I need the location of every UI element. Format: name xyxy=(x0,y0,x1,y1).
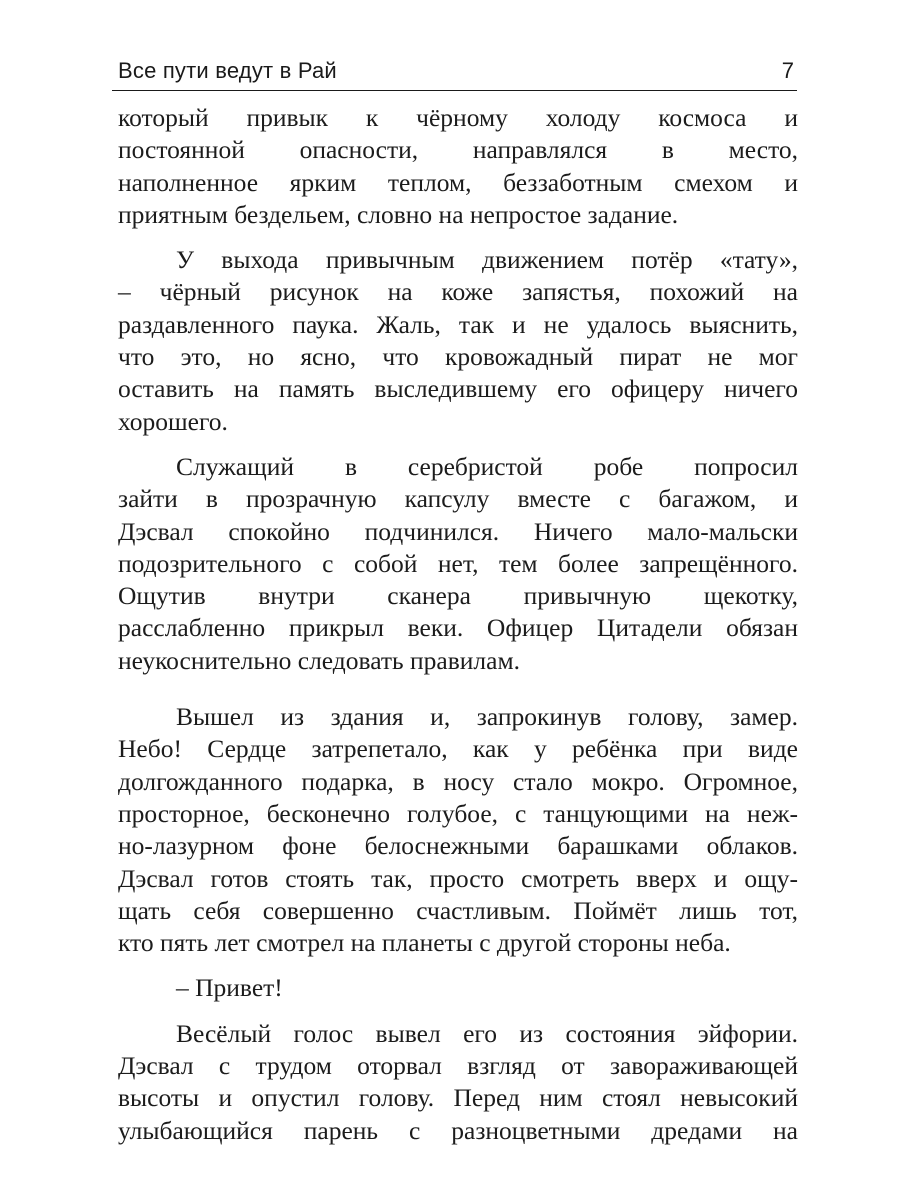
text-line: что это, но ясно, что кровожадный пират не мог xyxy=(118,342,798,372)
page-number: 7 xyxy=(781,58,794,83)
text-line: приятным бездельем, словно на непростое задание. xyxy=(118,199,679,229)
text-line: Дэсвал спокойно подчинился. Ничего мало-мальски xyxy=(118,516,798,546)
text-line: наполненное ярким теплом, беззаботным смехом и xyxy=(118,167,798,197)
text-line: высоты и опустил голову. Перед ним стоял невысокий xyxy=(118,1083,798,1113)
text-line: Ощутив внутри сканера привычную щекотку, xyxy=(118,581,798,611)
paragraph xyxy=(118,1018,798,1147)
text-line: Дэсвал с трудом оторвал взгляд от завораживающей xyxy=(118,1051,798,1081)
text-line: расслабленно прикрыл веки. Офицер Цитадели обязан xyxy=(118,613,798,643)
text-line: хорошего. xyxy=(118,406,228,436)
running-head xyxy=(118,52,794,92)
paragraph xyxy=(118,244,798,438)
header-rule xyxy=(112,90,797,91)
text-line: У выхода привычным движением потёр «тату», xyxy=(176,245,798,275)
book-title: Все пути ведут в Рай xyxy=(118,58,337,83)
text-line: раздавленного паука. Жаль, так и не удалось выяснить, xyxy=(118,309,798,339)
paragraph xyxy=(118,102,798,231)
paragraph xyxy=(118,972,798,1004)
paragraph xyxy=(118,701,798,959)
text-line: который привык к чёрному холоду космоса и xyxy=(118,103,798,132)
text-line: – чёрный рисунок на коже запястья, похожий на xyxy=(118,277,798,307)
text-line: но-лазурном фоне белоснежными барашками облаков. xyxy=(118,831,798,861)
text-line: подозрительного с собой нет, тем более запрещённого. xyxy=(118,548,798,578)
text-line: улыбающийся парень с разноцветными дредами на xyxy=(118,1115,798,1145)
text-line: кто пять лет смотрел на планеты с другой стороны неба. xyxy=(118,928,731,958)
text-line: Вышел из здания и, запрокинув голову, замер. xyxy=(176,702,798,732)
text-line: зайти в прозрачную капсулу вместе с багажом, и xyxy=(118,484,798,514)
text-line: просторное, бесконечно голубое, с танцующими на неж- xyxy=(118,798,798,828)
text-line: неукоснительно следовать правилам. xyxy=(118,645,520,675)
text-line: Дэсвал готов стоять так, просто смотреть вверх и ощу- xyxy=(118,863,798,893)
text-line: постоянной опасности, направлялся в место, xyxy=(118,135,798,165)
text-line: долгожданного подарка, в носу стало мокро. Огромное, xyxy=(118,766,798,796)
text-line: – Привет! xyxy=(176,973,283,1003)
paragraph xyxy=(118,451,798,677)
text-line: Служащий в серебристой робе попросил xyxy=(176,451,798,481)
text-line: щать себя совершенно счастливым. Поймёт лишь тот, xyxy=(118,895,798,925)
text-line: Весёлый голос вывел его из состояния эйфории. xyxy=(176,1018,798,1048)
body-text xyxy=(118,102,798,1160)
text-line: оставить на память выследившему его офицеру ничего xyxy=(118,374,798,404)
text-line: Небо! Сердце затрепетало, как у ребёнка при виде xyxy=(118,734,798,764)
